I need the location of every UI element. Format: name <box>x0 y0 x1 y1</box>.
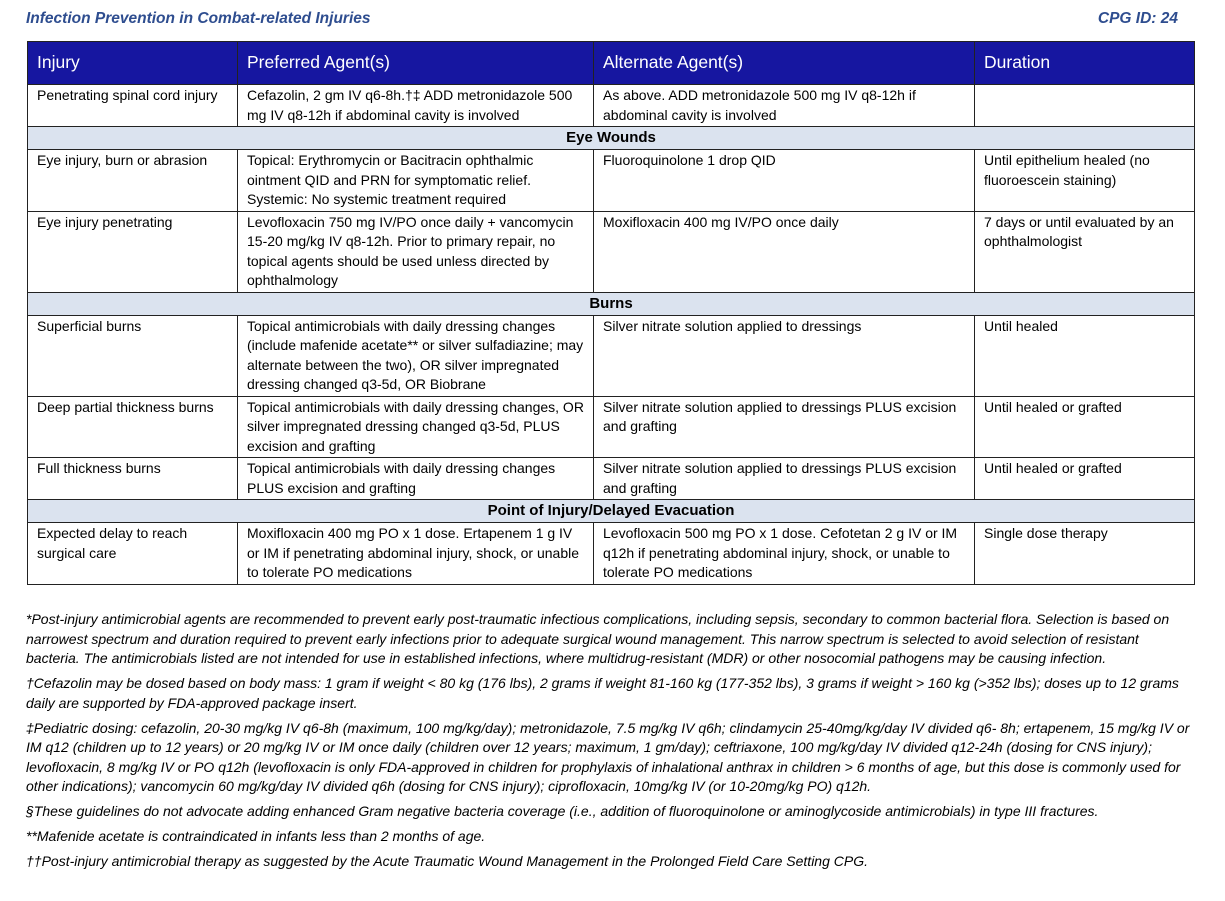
cell-alternate: Fluoroquinolone 1 drop QID <box>594 150 975 212</box>
footnote-double-dagger: ‡Pediatric dosing: cefazolin, 20-30 mg/kg IV q6-8h (maximum, 100 mg/kg/day); metronidazole, 7.5 mg/kg IV q6h; clindamycin 25-40mg/kg/day IV divided q6- 8h; ertapenem, 15 mg/kg IV or IM q12 (children up to 12 years) or 20 mg/kg IV or IM once daily (children over 12 years; maximum, 1 gm/day); ceftriaxone, 100 mg/kg/day IV divided q12-24h (dosing for CNS injury); levofloxacin, 8 mg/kg IV or PO q12h (levofloxacin is only FDA-approved in children for prophylaxis of inhalational anthrax in children > 6 months of age, but this dose is commonly used for other indications); vancomycin 60 mg/kg/day IV divided q6h (dosing for CNS injury); ciprofloxacin, 10mg/kg IV (or 10-20mg/kg PO) q12h. <box>26 719 1190 794</box>
footnote-double-dagger-cpg: ††Post-injury antimicrobial therapy as suggested by the Acute Traumatic Wound Management in the Prolonged Field Care Setting CPG. <box>26 853 868 869</box>
cell-injury: Eye injury penetrating <box>28 211 238 292</box>
cell-preferred: Topical antimicrobials with daily dressing changes (include mafenide acetate** or silver sulfadiazine; may alternate between the two), OR silver impregnated dressing changed q3-5d, OR Biobrane <box>238 315 594 396</box>
cell-injury: Full thickness burns <box>28 458 238 500</box>
cell-duration: Until healed <box>975 315 1195 396</box>
table-row <box>28 85 1195 127</box>
cell-duration: Until healed or grafted <box>975 458 1195 500</box>
cell-injury: Eye injury, burn or abrasion <box>28 150 238 212</box>
footnotes <box>26 610 1196 877</box>
footnote-dagger: †Cefazolin may be dosed based on body mass: 1 gram if weight < 80 kg (176 lbs), 2 grams if weight 81-160 kg (177-352 lbs), 3 grams if weight > 160 kg (>352 lbs); doses up to 12 grams daily are supported by FDA-approved package insert. <box>26 675 1179 711</box>
cell-preferred: Topical antimicrobials with daily dressing changes PLUS excision and grafting <box>238 458 594 500</box>
table-row <box>28 150 1195 212</box>
table-row <box>28 211 1195 292</box>
cell-duration <box>975 85 1195 127</box>
section-row-burns <box>28 292 1195 315</box>
cell-preferred: Levofloxacin 750 mg IV/PO once daily + vancomycin 15-20 mg/kg IV q8-12h. Prior to primary repair, no topical agents should be used unless directed by ophthalmology <box>238 211 594 292</box>
cell-preferred: Cefazolin, 2 gm IV q6-8h.†‡ ADD metronidazole 500 mg IV q8-12h if abdominal cavity is involved <box>238 85 594 127</box>
section-title: Point of Injury/Delayed Evacuation <box>28 500 1195 523</box>
document-title: Infection Prevention in Combat-related Injuries <box>26 10 371 27</box>
table-row <box>28 523 1195 585</box>
column-header-duration: Duration <box>975 42 1195 85</box>
section-row-eye-wounds <box>28 127 1195 150</box>
cell-duration: Until healed or grafted <box>975 396 1195 458</box>
section-row-point-of-injury <box>28 500 1195 523</box>
cell-duration: 7 days or until evaluated by an ophthalmologist <box>975 211 1195 292</box>
cell-injury: Expected delay to reach surgical care <box>28 523 238 585</box>
section-title: Eye Wounds <box>28 127 1195 150</box>
cell-injury: Penetrating spinal cord injury <box>28 85 238 127</box>
table-row <box>28 315 1195 396</box>
cell-preferred: Topical: Erythromycin or Bacitracin ophthalmic ointment QID and PRN for symptomatic relief. Systemic: No systemic treatment required <box>238 150 594 212</box>
cell-duration: Single dose therapy <box>975 523 1195 585</box>
cell-duration: Until epithelium healed (no fluoroescein staining) <box>975 150 1195 212</box>
footnote-asterisk: *Post-injury antimicrobial agents are recommended to prevent early post-traumatic infectious complications, including sepsis, secondary to common bacterial flora. Selection is based on narrowest spectrum and duration required to prevent early infections prior to adequate surgical wound management. This narrow spectrum is selected to avoid selection of resistant bacteria. The antimicrobials listed are not intended for use in established infections, where multidrug-resistant (MDR) or other nosocomial pathogens may be causing infection. <box>26 611 1170 666</box>
cpg-id: CPG ID: 24 <box>1097 10 1178 27</box>
cell-alternate: Moxifloxacin 400 mg IV/PO once daily <box>594 211 975 292</box>
antimicrobial-table <box>27 41 1195 585</box>
footnote-section: §These guidelines do not advocate adding enhanced Gram negative bacteria coverage (i.e., addition of fluoroquinolone or aminoglycoside antimicrobials) in type III fractures. <box>26 803 1099 819</box>
cell-alternate: Levofloxacin 500 mg PO x 1 dose. Cefotetan 2 g IV or IM q12h if penetrating abdominal injury, shock, or unable to tolerate PO medications <box>594 523 975 585</box>
cell-alternate: Silver nitrate solution applied to dressings <box>594 315 975 396</box>
cell-preferred: Moxifloxacin 400 mg PO x 1 dose. Ertapenem 1 g IV or IM if penetrating abdominal injury, shock, or unable to tolerate PO medications <box>238 523 594 585</box>
table-row <box>28 458 1195 500</box>
footnote-double-asterisk: **Mafenide acetate is contraindicated in infants less than 2 months of age. <box>26 828 486 844</box>
table-header-row <box>28 42 1195 85</box>
page-header <box>26 8 1178 32</box>
column-header-alternate: Alternate Agent(s) <box>594 42 975 85</box>
column-header-preferred: Preferred Agent(s) <box>238 42 594 85</box>
section-title: Burns <box>28 292 1195 315</box>
table-row <box>28 396 1195 458</box>
cell-preferred: Topical antimicrobials with daily dressing changes, OR silver impregnated dressing changed q3-5d, PLUS excision and grafting <box>238 396 594 458</box>
cell-alternate: As above. ADD metronidazole 500 mg IV q8-12h if abdominal cavity is involved <box>594 85 975 127</box>
cell-injury: Superficial burns <box>28 315 238 396</box>
cell-injury: Deep partial thickness burns <box>28 396 238 458</box>
column-header-injury: Injury <box>28 42 238 85</box>
cell-alternate: Silver nitrate solution applied to dressings PLUS excision and grafting <box>594 396 975 458</box>
cell-alternate: Silver nitrate solution applied to dressings PLUS excision and grafting <box>594 458 975 500</box>
